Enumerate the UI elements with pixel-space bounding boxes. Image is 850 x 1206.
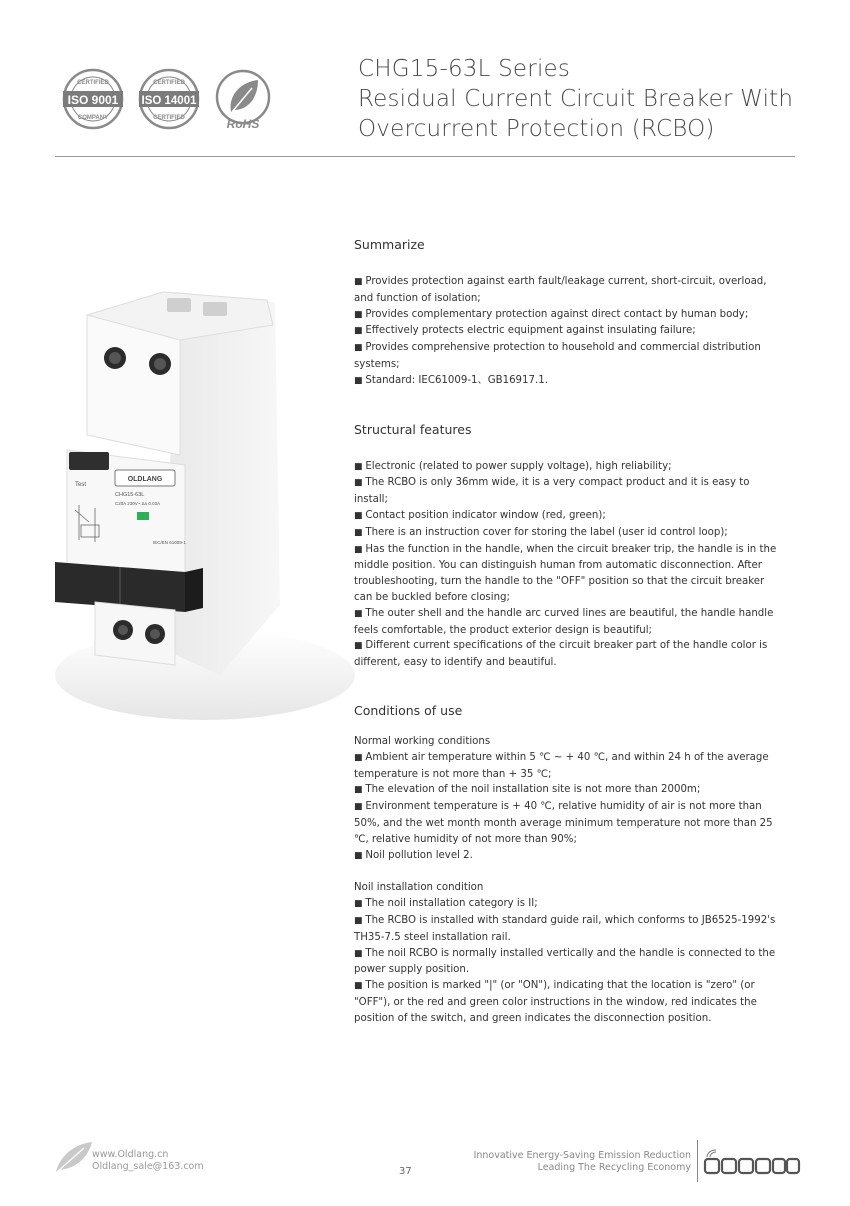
list-item: ■ Noil pollution level 2.: [354, 848, 784, 865]
footer-logo-text: OLDLANG: [749, 1176, 755, 1177]
page-title: [358, 54, 818, 144]
structural-list: [354, 459, 784, 671]
footer-tagline: [474, 1150, 691, 1174]
leaf-icon: [54, 1140, 94, 1174]
title-line-1: CHG15-63L Series: [358, 56, 571, 82]
title-line-3: Overcurrent Protection (RCBO): [358, 116, 715, 142]
list-item: ■ Different current specifications of the circuit breaker part of the handle color is different, easy to identify and beautiful.: [354, 638, 784, 671]
label-rating: C20A 230V~ Δn 0.03A: [115, 501, 161, 506]
normal-conditions-subheading: Normal working conditions: [354, 735, 491, 747]
list-item: ■ The noil installation category is II;: [354, 896, 784, 913]
list-item: ■ Effectively protects electric equipment against insulating failure;: [354, 323, 784, 340]
list-item: ■ The RCBO is only 36mm wide, it is a very compact product and it is easy to install;: [354, 475, 784, 508]
footer-website[interactable]: www.Oldlang.cn: [92, 1149, 169, 1160]
list-item: ■ Has the function in the handle, when the circuit breaker trip, the handle is in the middle position. You can distinguish human from automatic disconnection. After troubleshooting, turn the handle to the "OFF" position so that the circuit breaker can be buckled before closing;: [354, 542, 784, 606]
iso-9001-label: ISO 9001: [67, 93, 119, 107]
page-number: 37: [399, 1166, 412, 1177]
rohs-leaf-icon: [214, 68, 272, 130]
list-item: ■ The noil RCBO is normally installed vertically and the handle is connected to the power supply position.: [354, 946, 784, 979]
conditions-heading: Conditions of use: [354, 702, 463, 718]
iso-9001-bottom: COMPANY: [77, 115, 109, 121]
list-item: ■ Electronic (related to power supply voltage), high reliability;: [354, 459, 784, 476]
label-brand: OLDLANG: [127, 476, 163, 483]
summarize-list: [354, 274, 784, 390]
list-item: ■ The position is marked "|" (or "ON"), indicating that the location is "zero" (or "OFF"), or the red and green color instructions in the window, red indicates the position of the switch, and green indicates the disconnection position.: [354, 978, 784, 1026]
installation-list: [354, 896, 784, 1026]
iso-14001-bottom: CERTIFIED: [153, 115, 185, 121]
label-standard: IEC/EN 61009-1: [153, 540, 186, 545]
content-column: [354, 236, 784, 1026]
label-test: Test: [75, 482, 87, 488]
list-item: ■ Contact position indicator window (red, green);: [354, 508, 784, 525]
oldlang-logo-icon: [704, 1150, 800, 1176]
footer-divider: [697, 1140, 698, 1182]
footer-contact: [92, 1149, 204, 1173]
list-item: ■ Standard: IEC61009-1、GB16917.1.: [354, 373, 784, 390]
list-item: ■ Ambient air temperature within 5 ℃ ~ + 40 ℃, and within 24 h of the average temperature is not more than + 35 ℃;: [354, 750, 784, 783]
list-item: ■ The RCBO is installed with standard guide rail, which conforms to JB6525-1992's TH35-7.5 steel installation rail.: [354, 913, 784, 946]
list-item: ■ Provides protection against earth fault/leakage current, short-circuit, overload, and function of isolation;: [354, 274, 784, 307]
footer-email[interactable]: Oldlang_sale@163.com: [92, 1161, 204, 1172]
summarize-heading: Summarize: [354, 237, 425, 252]
label-model: CHG15-63L: [115, 492, 145, 498]
list-item: ■ There is an instruction cover for storing the label (user id control loop);: [354, 525, 784, 542]
title-line-2: Residual Current Circuit Breaker With: [358, 86, 794, 112]
structural-heading: Structural features: [354, 421, 472, 437]
list-item: ■ Environment temperature is + 40 ℃, relative humidity of air is not more than 50%, and the wet month month average minimum temperature not more than 25 ℃, relative humidity of not more than 90%;: [354, 799, 784, 847]
iso-14001-seal-icon: [138, 68, 200, 130]
tagline-line-2: Leading The Recycling Economy: [537, 1162, 691, 1173]
certification-logos: [62, 68, 272, 130]
installation-subheading: Noil installation condition: [354, 882, 484, 894]
list-item: ■ The elevation of the noil installation site is not more than 2000m;: [354, 782, 784, 799]
iso-14001-top: CERTIFIED: [153, 80, 185, 86]
header-divider: [55, 156, 795, 157]
iso-9001-seal-icon: [62, 68, 124, 130]
iso-14001-label: ISO 14001: [141, 95, 197, 107]
tagline-line-1: Innovative Energy-Saving Emission Reduction: [473, 1150, 691, 1161]
list-item: ■ Provides comprehensive protection to household and commercial distribution systems;: [354, 340, 784, 373]
normal-conditions-list: [354, 750, 784, 865]
rcbo-product-image: [45, 280, 345, 730]
iso-9001-top: CERTIFIED: [77, 80, 109, 86]
list-item: ■ Provides complementary protection against direct contact by human body;: [354, 307, 784, 324]
indicator-window: [137, 512, 149, 520]
rohs-label: RoHS: [226, 117, 260, 131]
list-item: ■ The outer shell and the handle arc curved lines are beautiful, the handle handle feels comfortable, the product exterior design is beautiful;: [354, 606, 784, 639]
